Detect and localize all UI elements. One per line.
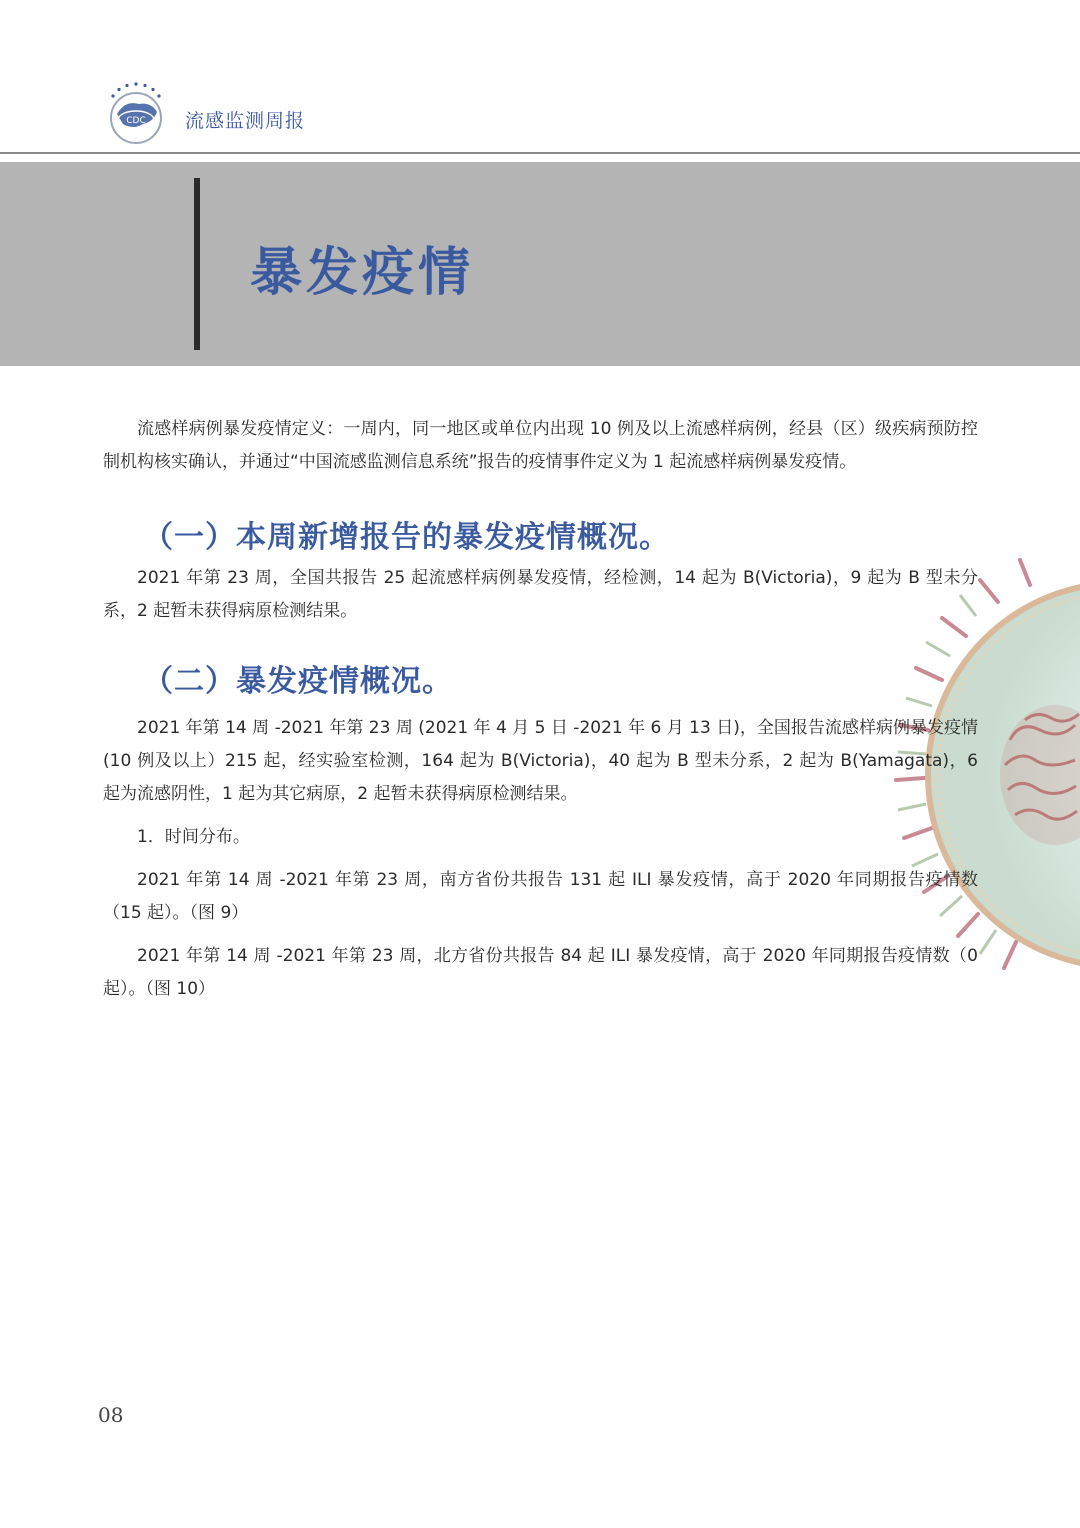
south-provinces-paragraph: 2021 年第 14 周 -2021 年第 23 周，南方省份共报告 131 起 ILI 暴发疫情，高于 2020 年同期报告疫情数（15 起）。（图 9）: [103, 870, 978, 923]
section-heading-outbreak-overview: （二）暴发疫情概况。: [143, 664, 453, 699]
section1-body: 2021 年第 23 周，全国共报告 25 起流感样病例暴发疫情，经检测，14 起为 B(Victoria)，9 起为 B 型未分系，2 起暂未获得病原检测结果。: [103, 568, 978, 621]
logo-text: CDC: [126, 116, 146, 126]
north-provinces-paragraph: 2021 年第 14 周 -2021 年第 23 周，北方省份共报告 84 起 ILI 暴发疫情，高于 2020 年同期报告疫情数（0 起）。（图 10）: [103, 946, 978, 999]
header-divider: [0, 152, 1080, 154]
outbreak-definition: 流感样病例暴发疫情定义：一周内，同一地区或单位内出现 10 例及以上流感样病例，经县（区）级疾病预防控制机构核实确认，并通过“中国流感监测信息系统”报告的疫情事件定义为 1 起流感样病例暴发疫情。: [103, 419, 978, 472]
subheading-time-distribution: 1．时间分布。: [137, 827, 250, 847]
cdc-logo: [103, 80, 169, 146]
section-banner: [0, 162, 1080, 366]
chapter-title: 暴发疫情: [250, 243, 475, 303]
section-heading-new-outbreaks: （一）本周新增报告的暴发疫情概况。: [143, 520, 670, 555]
banner-accent-bar: [194, 178, 200, 350]
page-number: 08: [98, 1403, 124, 1427]
section2-body: 2021 年第 14 周 -2021 年第 23 周 (2021 年 4 月 5 日 -2021 年 6 月 13 日)，全国报告流感样病例暴发疫情 (10 例及以上）215 起，经实验室检测，164 起为 B(Victoria)，40 起为 B 型未分系，2 起为 B(Yamagata)，6 起为流感阴性，1 起为其它病原，2 起暂未获得病原检测结果。: [103, 718, 978, 804]
publication-title: 流感监测周报: [185, 110, 306, 132]
